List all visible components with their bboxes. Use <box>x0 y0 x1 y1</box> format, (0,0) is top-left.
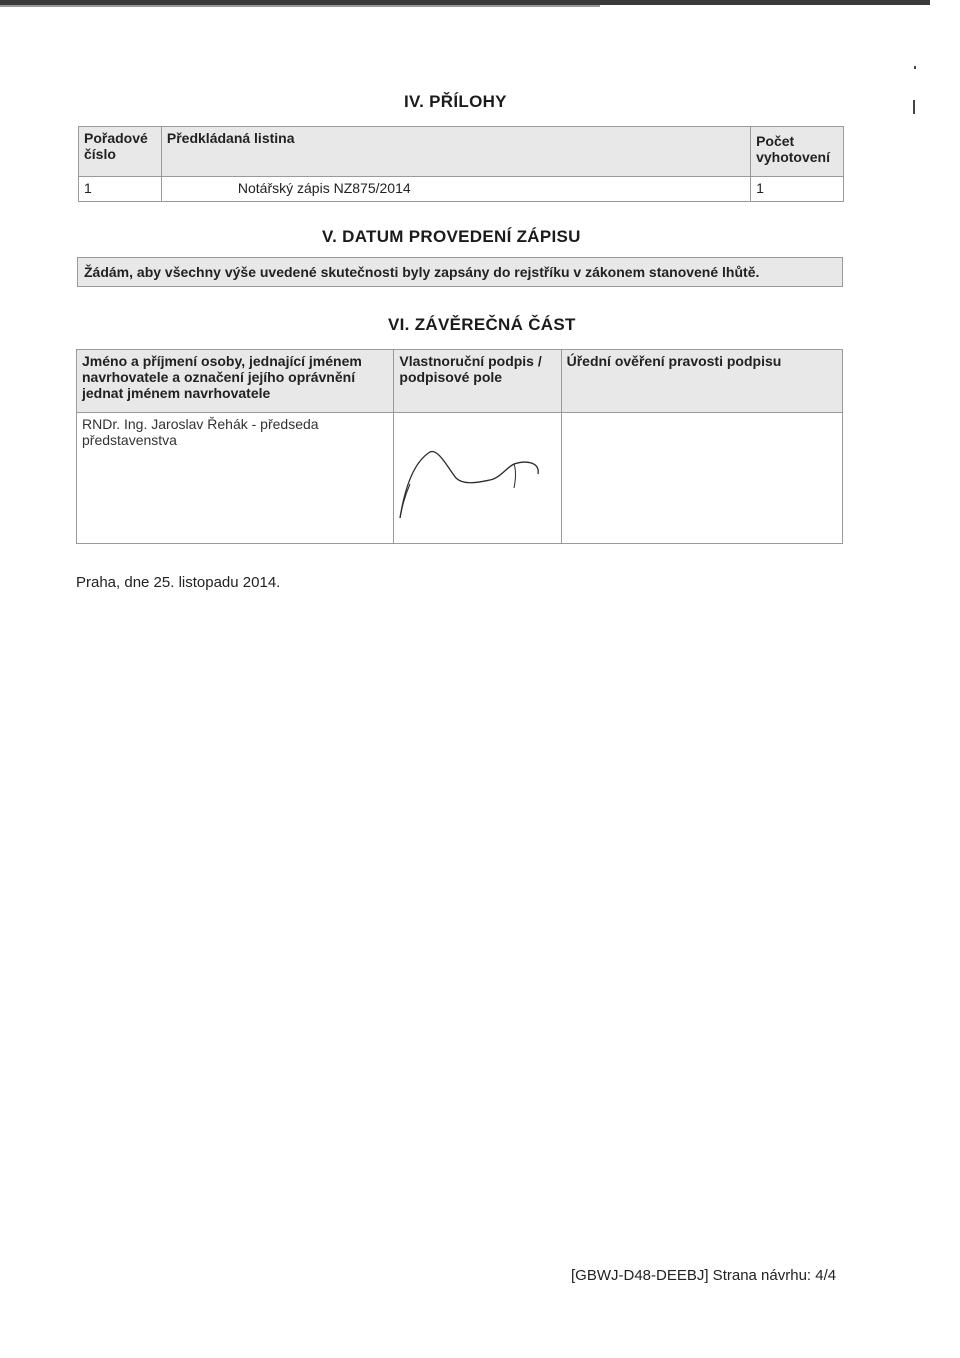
column-header-document: Předkládaná listina <box>161 127 750 177</box>
date-heading: V. DATUM PROVEDENÍ ZÁPISU <box>322 227 581 246</box>
cell-number: 1 <box>79 177 162 202</box>
attachments-heading: IV. PŘÍLOHY <box>404 92 507 111</box>
place-and-date: Praha, dne 25. listopadu 2014. <box>76 574 281 591</box>
closing-heading: VI. ZÁVĚREČNÁ ČÁST <box>388 315 576 334</box>
column-header-count: Počet vyhotovení <box>751 127 844 177</box>
scan-speck <box>914 66 916 69</box>
column-header-number: Pořadové číslo <box>79 127 162 177</box>
column-header-signer: Jméno a příjmení osoby, jednající jménem navrhovatele a označení jejího oprávnění jednat jménem navrhovatele <box>77 350 394 413</box>
cell-document: Notářský zápis NZ875/2014 <box>161 177 750 202</box>
attachments-table <box>78 126 844 202</box>
request-text: Žádám, aby všechny výše uvedené skutečnosti byly zapsány do rejstříku v zákonem stanovené lhůtě. <box>77 257 843 287</box>
scan-speck <box>913 100 915 114</box>
handwritten-signature <box>390 438 550 528</box>
column-header-verification: Úřední ověření pravosti podpisu <box>561 350 842 413</box>
table-header-row <box>79 127 844 177</box>
verification-field <box>561 413 842 544</box>
signer-name: RNDr. Ing. Jaroslav Řehák - předseda představenstva <box>77 413 394 544</box>
scan-edge-line-secondary <box>0 5 600 7</box>
table-row <box>79 177 844 202</box>
cell-count: 1 <box>751 177 844 202</box>
table-header-row <box>77 350 843 413</box>
page-footer: [GBWJ-D48-DEEBJ] Strana návrhu: 4/4 <box>571 1267 837 1284</box>
column-header-signature: Vlastnoruční podpis / podpisové pole <box>394 350 561 413</box>
